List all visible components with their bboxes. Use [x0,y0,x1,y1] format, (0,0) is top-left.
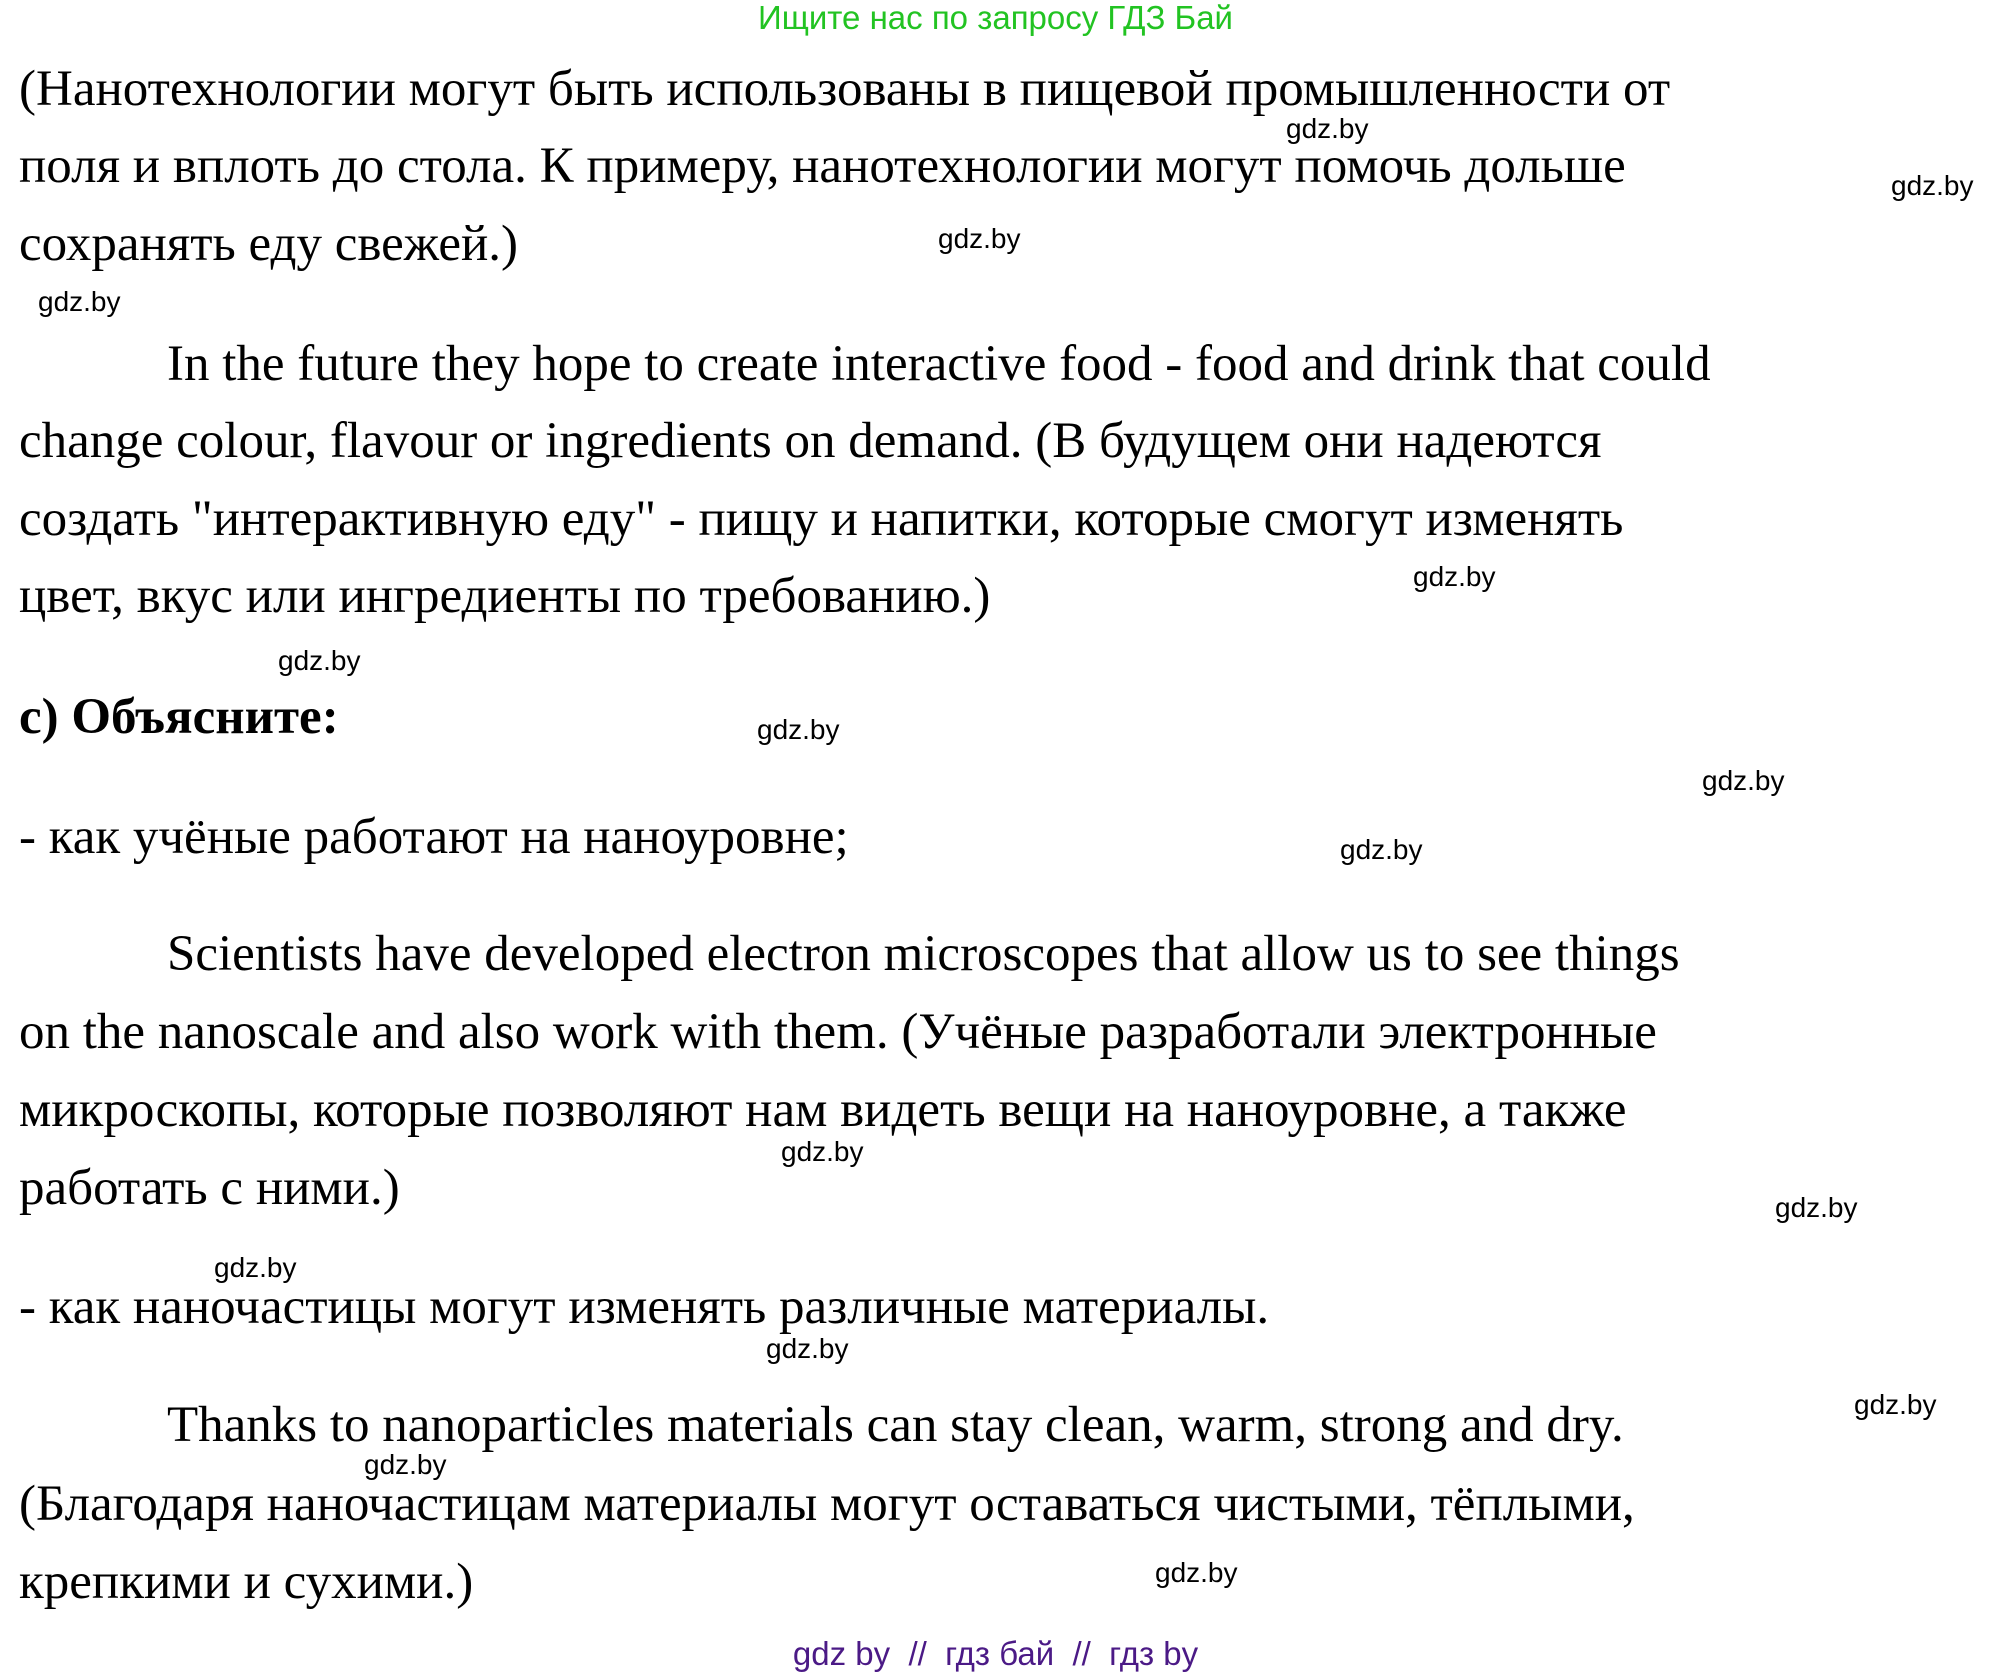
text-line: поля и вплоть до стола. К примеру, нанотехнологии могут помочь дольше [19,138,1626,194]
promo-header: Ищите нас по запросу ГДЗ Бай [758,0,1233,36]
watermark: gdz.by [938,223,1021,254]
text-line: on the nanoscale and also work with them. (Учёные разработали электронные [19,1004,1657,1060]
watermark: gdz.by [757,714,840,745]
watermark: gdz.by [766,1333,849,1364]
watermark: gdz.by [1854,1389,1937,1420]
watermark: gdz.by [781,1136,864,1167]
watermark: gdz.by [1286,113,1369,144]
text-line: работать с ними.) [19,1160,400,1216]
watermark: gdz.by [278,645,361,676]
text-line: change colour, flavour or ingredients on demand. (В будущем они надеются [19,413,1602,469]
watermark: gdz.by [1155,1557,1238,1588]
text-line: In the future they hope to create interactive food - food and drink that could [167,336,1711,392]
text-line: (Нанотехнологии могут быть использованы в пищевой промышленности от [19,61,1671,117]
text-line: (Благодаря наночастицам материалы могут оставаться чистыми, тёплыми, [19,1476,1635,1532]
text-line: крепкими и сухими.) [19,1554,474,1610]
section-heading: c) Объясните: [19,689,339,745]
text-line: цвет, вкус или ингредиенты по требованию.) [19,568,991,624]
text-line: Thanks to nanoparticles materials can stay clean, warm, strong and dry. [167,1397,1624,1453]
watermark: gdz.by [214,1252,297,1283]
watermark: gdz.by [364,1449,447,1480]
watermark: gdz.by [1775,1192,1858,1223]
text-line: сохранять еду свежей.) [19,216,518,272]
question-item: - как наночастицы могут изменять различные материалы. [19,1279,1270,1335]
question-item: - как учёные работают на наноуровне; [19,809,849,865]
watermark: gdz.by [1413,561,1496,592]
text-line: создать "интерактивную еду" - пищу и напитки, которые смогут изменять [19,491,1624,547]
watermark: gdz.by [1891,170,1974,201]
text-line: микроскопы, которые позволяют нам видеть вещи на наноуровне, а также [19,1082,1627,1138]
watermark: gdz.by [1340,834,1423,865]
footer-links: gdz by // гдз бай // гдз by [792,1635,1199,1672]
watermark: gdz.by [38,286,121,317]
text-line: Scientists have developed electron microscopes that allow us to see things [167,926,1680,982]
watermark: gdz.by [1702,765,1785,796]
